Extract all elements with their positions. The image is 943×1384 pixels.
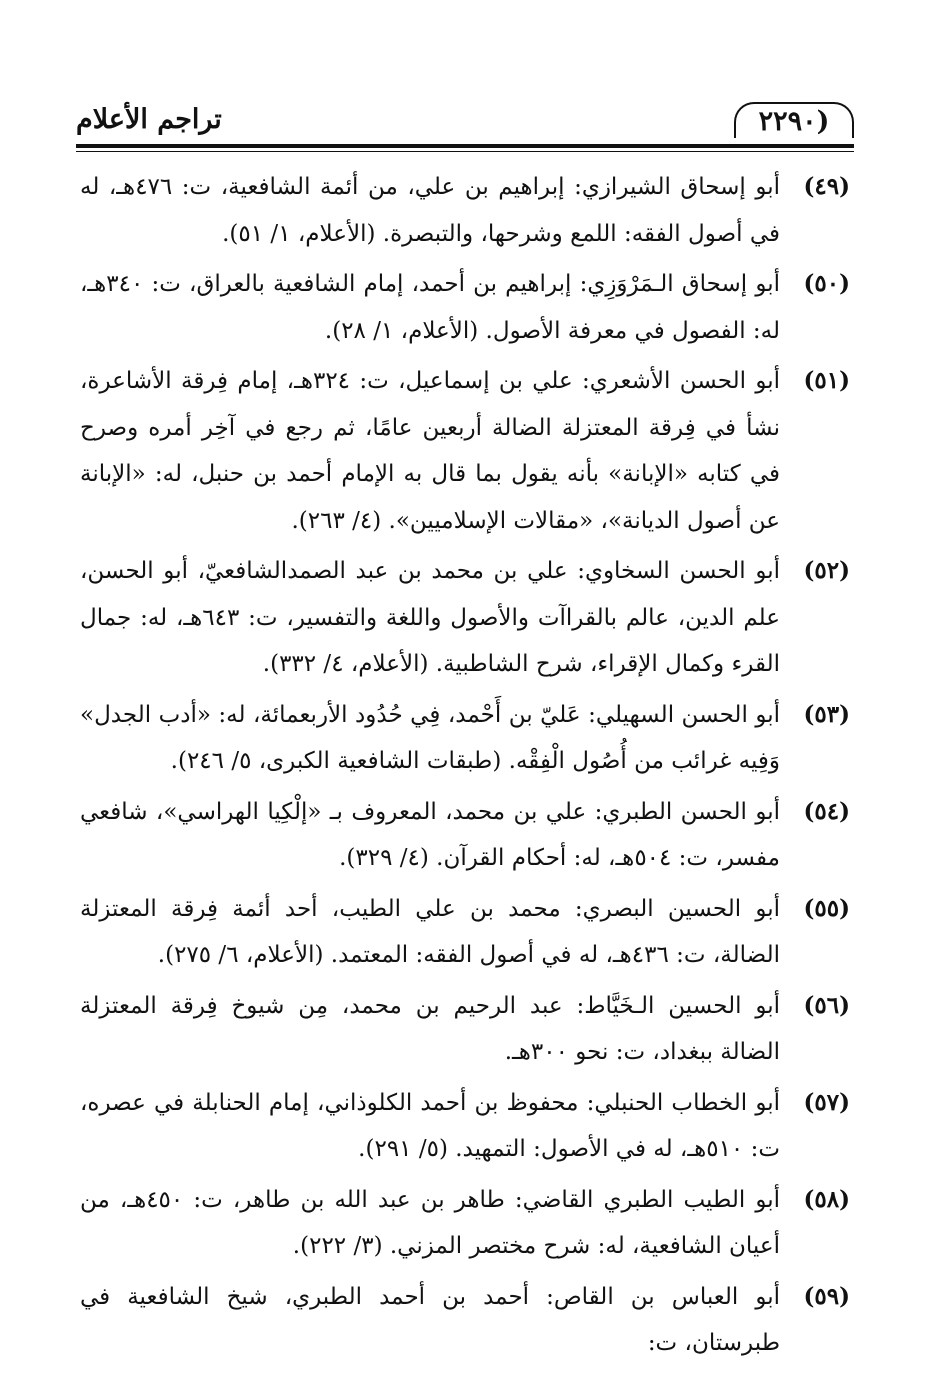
biography-entry	[80, 548, 850, 688]
entry-text: أبو إسحاق الـمَرْوَزِي: إبراهيم بن أحمد، إمام الشافعية بالعراق، ت: ٣٤٠هـ، له: الفصول في معرفة الأصول. (الأعلام، ١/ ٢٨).	[80, 271, 780, 344]
biography-entry	[80, 358, 850, 544]
entry-number: (٥٢)	[803, 557, 850, 584]
biography-entry	[80, 164, 850, 257]
biography-entry	[80, 886, 850, 979]
biography-entry	[80, 789, 850, 882]
entry-number: (٥١)	[803, 367, 850, 394]
page-number: (٢٢٩٠	[734, 102, 854, 138]
biography-entry	[80, 1177, 850, 1270]
entry-text: أبو إسحاق الشيرازي: إبراهيم بن علي، من أئمة الشافعية، ت: ٤٧٦هـ، له في أصول الفقه: اللمع وشرحها، والتبصرة. (الأعلام، ١/ ٥١).	[80, 174, 780, 247]
header-rule-thin	[76, 151, 854, 152]
entry-number: (٥٤)	[803, 797, 850, 825]
entry-number: (٥٨)	[803, 1185, 850, 1213]
entry-text: أبو الحسن الطبري: علي بن محمد، المعروف بـ «إلْكِيا الهراسي»، شافعي مفسر، ت: ٥٠٤هـ، له: أحكام القرآن. (٤/ ٣٢٩).	[80, 798, 780, 871]
entry-text: أبو الحسين الـخَيَّاط: عبد الرحيم بن محمد، مِن شيوخ فِرقة المعتزلة الضالة ببغداد، ت: نحو ٣٠٠هـ.	[80, 992, 780, 1065]
header-rule-thick	[76, 144, 854, 148]
entry-text: أبو الطيب الطبري القاضي: طاهر بن عبد الله بن طاهر، ت: ٤٥٠هـ، من أعيان الشافعية، له: شرح مختصر المزني. (٣/ ٢٢٢).	[80, 1186, 780, 1259]
running-title: تراجم الأعلام	[76, 104, 222, 135]
entry-text: أبو الحسن السخاوي: علي بن محمد بن عبد الصمدالشافعيّ، أبو الحسن، علم الدين، عالم بالقراآت والأصول واللغة والتفسير، ت: ٦٤٣هـ، له: جمال القرء وكمال الإقراء، شرح الشاطبية. (الأعلام، ٤/ ٣٣٢).	[80, 558, 781, 677]
entry-number: (٥٧)	[803, 1088, 850, 1116]
biography-entry	[80, 261, 850, 354]
biography-list	[80, 164, 850, 1371]
entry-text: أبو الحسين البصري: محمد بن علي الطيب، أحد أئمة فِرقة المعتزلة الضالة، ت: ٤٣٦هـ، له في أصول الفقه: المعتمد. (الأعلام، ٦/ ٢٧٥).	[80, 895, 780, 968]
page-header	[76, 92, 854, 144]
entry-number: (٥٥)	[803, 894, 850, 922]
entry-number: (٥٠)	[803, 270, 850, 297]
biography-entry	[80, 1080, 850, 1173]
entry-number: (٥٩)	[803, 1282, 850, 1310]
entry-text: أبو العباس بن القاص: أحمد بن أحمد الطبري، شيخ الشافعية في طبرستان، ت:	[80, 1283, 780, 1356]
entry-text: أبو الحسن السهيلي: عَليّ بن أَحْمد، فِي حُدُود الأربعمائة، له: «أدب الجدل» وَفِيه غرائب من أُصُول الْفِقْه. (طبقات الشافعية الكبرى، ٥/ ٢٤٦).	[80, 701, 780, 774]
biography-entry	[80, 692, 850, 785]
entry-number: (٥٦)	[803, 991, 850, 1019]
entry-number: (٤٩)	[803, 173, 850, 200]
entry-number: (٥٣)	[803, 700, 850, 728]
biography-entry	[80, 983, 850, 1076]
biography-entry	[80, 1274, 850, 1367]
entry-text: أبو الخطاب الحنبلي: محفوظ بن أحمد الكلوذاني، إمام الحنابلة في عصره، ت: ٥١٠هـ، له في الأصول: التمهيد. (٥/ ٢٩١).	[80, 1089, 780, 1162]
entry-text: أبو الحسن الأشعري: علي بن إسماعيل، ت: ٣٢٤هـ، إمام فِرقة الأشاعرة، نشأ في فِرقة المعتزلة الضالة أربعين عامًا، ثم رجع في آخِر أمره وصرح في كتابه «الإبانة» بأنه يقول بما قال به الإمام أحمد بن حنبل، له: «الإبانة عن أصول الديانة»، «مقالات الإسلاميين». (٤/ ٢٦٣).	[80, 368, 780, 534]
